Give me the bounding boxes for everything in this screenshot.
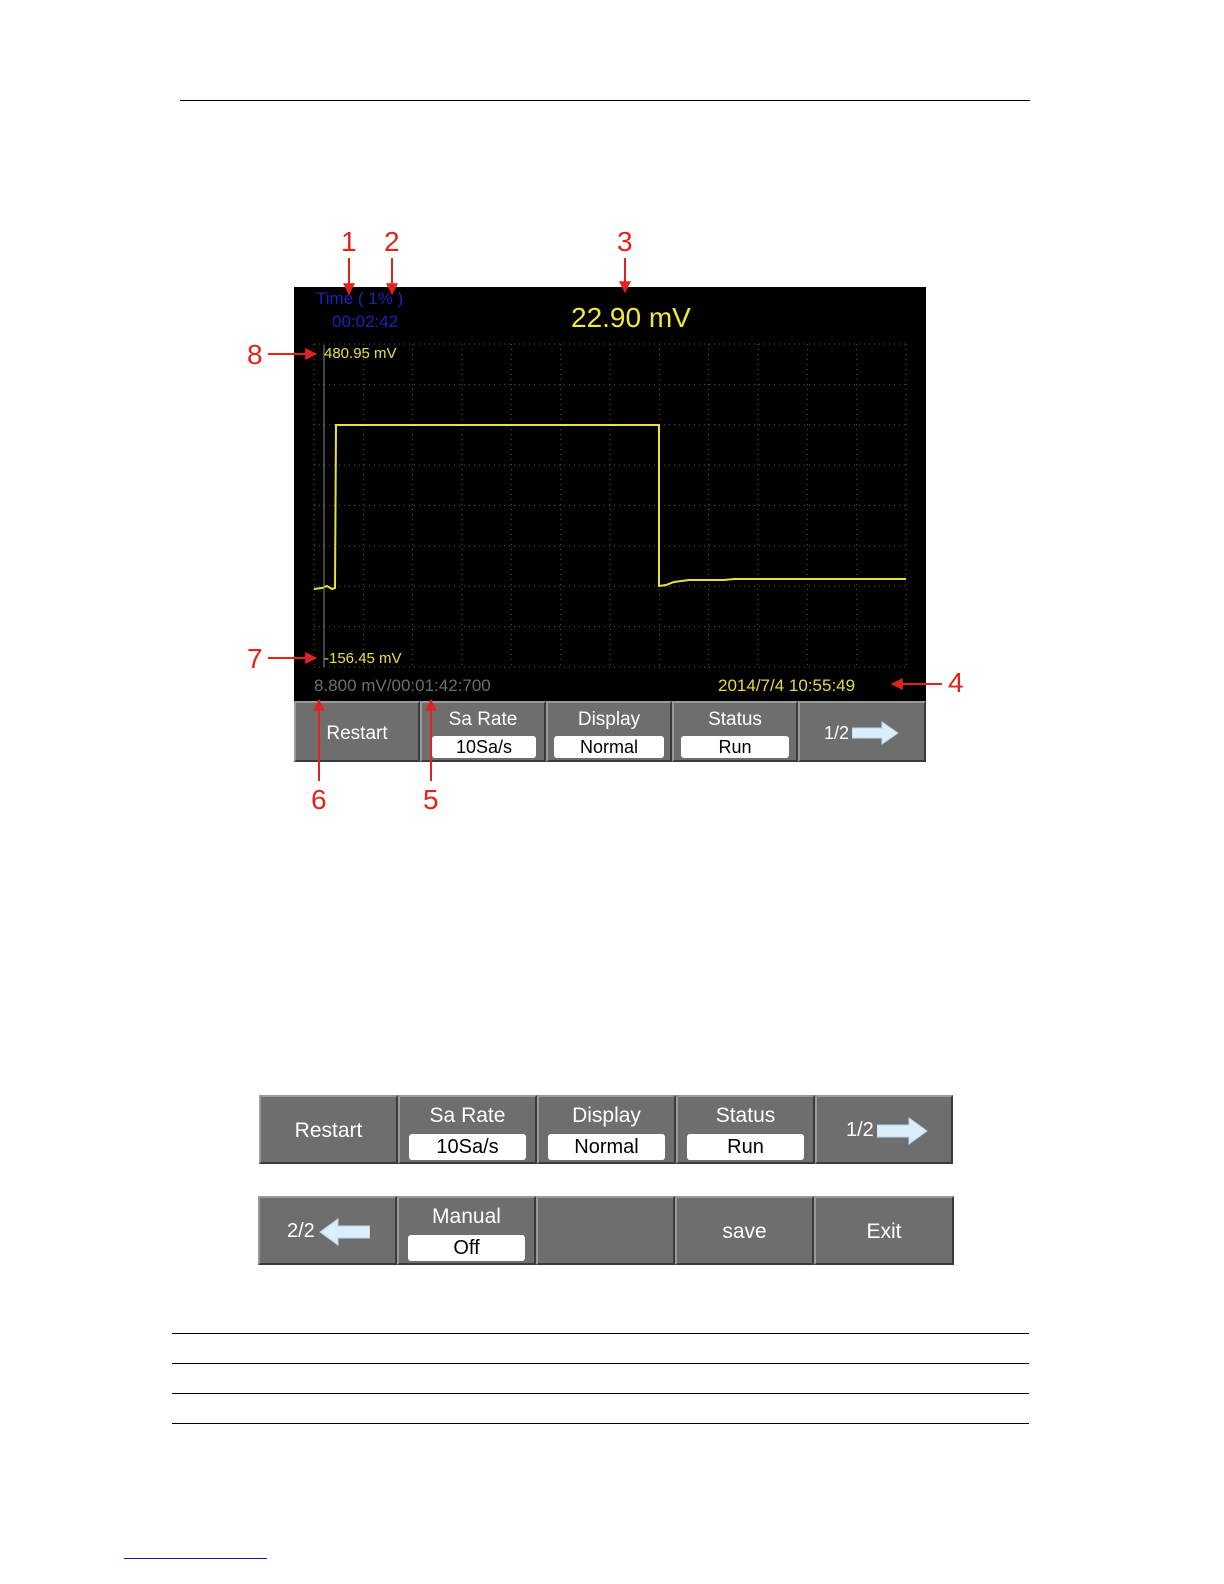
callout-7: 7 xyxy=(247,643,263,674)
sa-rate-title: Sa Rate xyxy=(429,1104,506,1127)
manual-key[interactable] xyxy=(397,1196,536,1265)
display-title: Display xyxy=(577,709,641,730)
exit-key[interactable] xyxy=(814,1196,954,1265)
date-time: 2014/7/4 10:55:49 xyxy=(718,676,856,695)
exit-label: Exit xyxy=(866,1220,902,1243)
display-value: Normal xyxy=(554,736,664,758)
callout-3: 3 xyxy=(617,226,633,257)
table-rule xyxy=(172,1333,1029,1334)
status-title: Status xyxy=(708,709,762,730)
callout-8: 8 xyxy=(247,339,263,370)
sa-rate-title: Sa Rate xyxy=(448,709,518,730)
axis-min-label: -156.45 mV xyxy=(324,650,402,667)
callout-4: 4 xyxy=(948,667,964,698)
prev-page-key[interactable] xyxy=(258,1196,397,1265)
page-indicator: 2/2 xyxy=(287,1220,315,1242)
page-indicator: 1/2 xyxy=(846,1119,874,1141)
callout-6: 6 xyxy=(311,784,327,815)
mode-label: Time ( 1% ) xyxy=(316,289,404,308)
page-indicator: 1/2 xyxy=(824,723,850,743)
cursor-readout: 8.800 mV/00:01:42:700 xyxy=(314,676,491,695)
sa-rate-value: 10Sa/s xyxy=(432,736,536,758)
restart-label: Restart xyxy=(326,723,388,744)
right-arrow-icon xyxy=(877,1117,929,1145)
sa-rate-key[interactable] xyxy=(398,1095,537,1164)
restart-label: Restart xyxy=(294,1119,363,1142)
next-page-key[interactable] xyxy=(815,1095,953,1164)
callout-1: 1 xyxy=(341,226,357,257)
save-label: save xyxy=(722,1220,767,1243)
menu-page-1 xyxy=(259,1095,953,1164)
elapsed-time: 00:02:42 xyxy=(332,312,399,331)
display-title: Display xyxy=(572,1104,641,1127)
save-key[interactable] xyxy=(675,1196,814,1265)
display-value: Normal xyxy=(548,1134,665,1160)
callout-5: 5 xyxy=(423,784,439,815)
sa-rate-value: 10Sa/s xyxy=(409,1134,526,1160)
callout-2: 2 xyxy=(384,226,400,257)
status-value: Run xyxy=(681,736,789,758)
manual-title: Manual xyxy=(432,1205,501,1228)
left-arrow-icon xyxy=(318,1218,370,1246)
status-title: Status xyxy=(715,1104,776,1127)
axis-max-label: 480.95 mV xyxy=(324,345,397,362)
measurement-reading: 22.90 mV xyxy=(571,302,691,333)
table-rule xyxy=(172,1393,1029,1394)
restart-key[interactable] xyxy=(259,1095,398,1164)
manual-value: Off xyxy=(408,1235,525,1261)
table-rule xyxy=(172,1363,1029,1364)
status-value: Run xyxy=(687,1134,804,1160)
status-key[interactable] xyxy=(676,1095,815,1164)
menu-page-2 xyxy=(258,1196,954,1265)
display-key[interactable] xyxy=(537,1095,676,1164)
table-rule xyxy=(172,1423,1029,1424)
hyperlink-underline[interactable] xyxy=(124,1558,267,1559)
blank-key[interactable] xyxy=(536,1196,675,1265)
